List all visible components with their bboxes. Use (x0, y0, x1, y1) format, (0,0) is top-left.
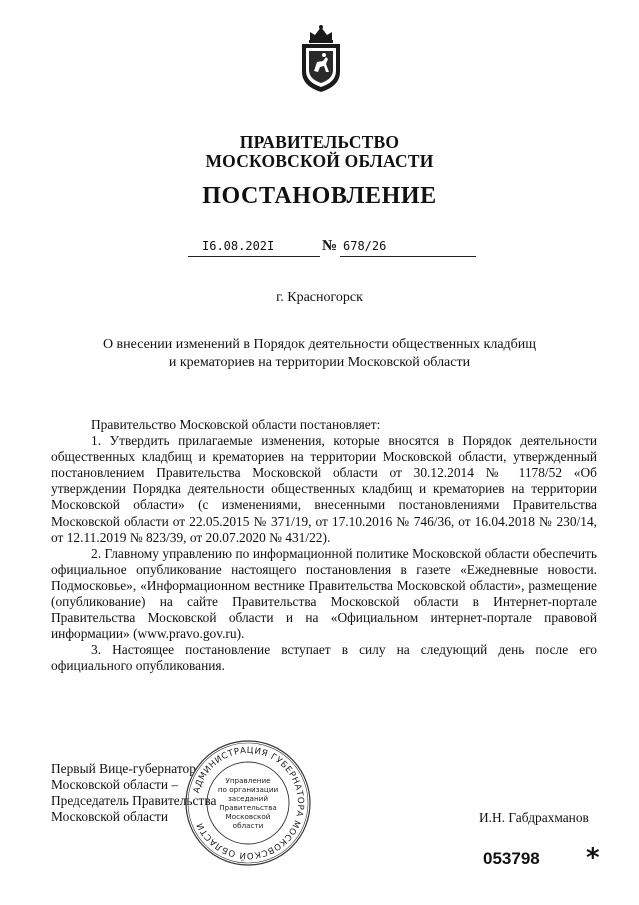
stamp-ring-text: АДМИНИСТРАЦИЯ ГУБЕРНАТОРА МОСКОВСКОЙ ОБЛАСТИ (191, 745, 306, 861)
number-underline (340, 256, 476, 257)
gov-title-line1: ПРАВИТЕЛЬСТВО (239, 132, 400, 152)
number-sign: № (322, 238, 338, 254)
coat-of-arms-emblem (296, 24, 346, 94)
signer-position-line1: Первый Вице-губернатор (51, 761, 196, 776)
registration-number: 678/26 (343, 239, 387, 253)
city: г. Красногорск (276, 290, 363, 305)
body-paragraph-2: 2. Главному управлению по информационной политике Московской области обеспечить официальное опубликование настоящего постановления в газете «Ежедневные новости. Подмосковье», «Информационном вестнике Правительства Московской области», размещение (опубликование) на сайте Правительства Московской области в Интернет-портале Правительства Московской области и на «Официальном интернет-портале правовой информации» (www.pravo.gov.ru). (51, 545, 597, 642)
official-stamp (183, 738, 313, 868)
signer-position-line2: Московской области – (51, 777, 179, 792)
signer-position-line4: Московской области (51, 809, 169, 824)
registration-line (188, 239, 476, 259)
subject-line2: и крематориев на территории Московской области (168, 355, 471, 370)
gov-title-line2: МОСКОВСКОЙ ОБЛАСТИ (205, 151, 434, 171)
stamp-center-line6: области (232, 821, 264, 830)
body-intro: Правительство Московской области постановляет: (91, 417, 381, 432)
signer-name: И.Н. Габдрахманов (479, 810, 589, 825)
body-paragraph-1: 1. Утвердить прилагаемые изменения, которые вносятся в Порядок деятельности общественных кладбищ и крематориев на территории Московской области, утвержденный постановлением Правительства Московской области от 30.12.2014 № 1178/52 «Об утверждении Порядка деятельности общественных кладбищ и крематориев на территории Московской области» (с изменениями, внесенными постановлениями Правительства Московской области от 22.05.2015 № 371/19, от 17.10.2016 № 746/36, от 16.04.2018 № 230/14, от 12.11.2019 № 823/39, от 20.07.2020 № 431/22). (51, 433, 597, 545)
date-underline (188, 256, 320, 257)
document-body (51, 417, 597, 675)
star-mark: * (586, 843, 600, 873)
signer-position-line3: Председатель Правительства (51, 793, 217, 808)
stamp-center-line2: по организации (217, 785, 279, 794)
document-subject (0, 336, 639, 372)
stamp-center-line1: Управление (225, 776, 271, 785)
serial-number: 053798 (483, 849, 540, 868)
government-title (0, 133, 639, 171)
body-paragraph-3: 3. Настоящее постановление вступает в силу на следующий день после его официального опубликования. (51, 642, 597, 674)
stamp-center-line4: Правительства (219, 803, 277, 812)
document-type: ПОСТАНОВЛЕНИЕ (202, 183, 437, 209)
registration-date: I6.08.202I (202, 239, 275, 253)
stamp-center-line5: Московской (225, 812, 271, 821)
stamp-center-line3: заседаний (227, 794, 269, 803)
subject-line1: О внесении изменений в Порядок деятельности общественных кладбищ (102, 337, 537, 352)
